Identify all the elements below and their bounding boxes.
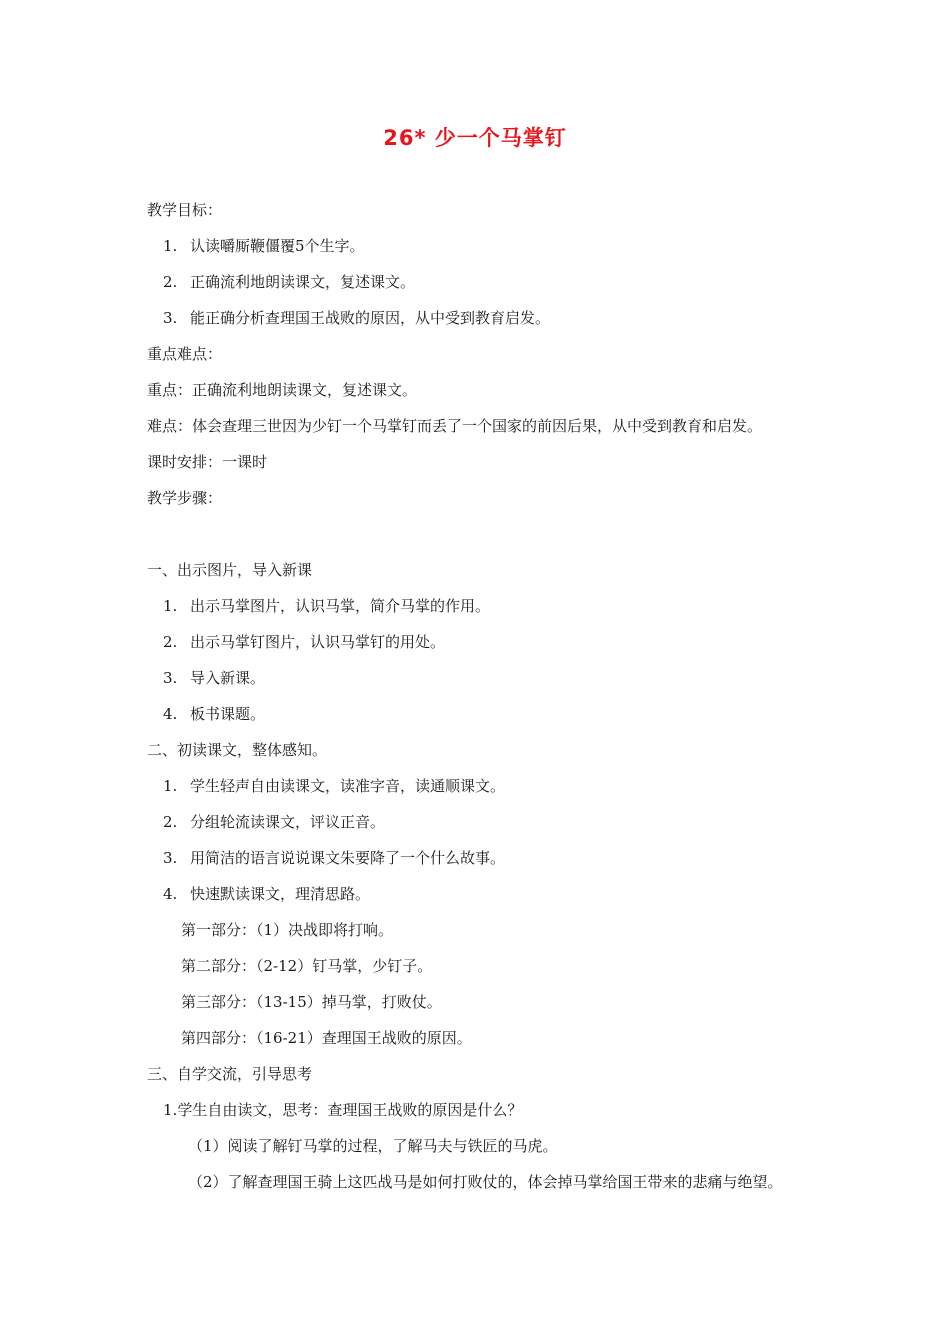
list-number: 1.	[163, 777, 178, 795]
blank-line	[0, 520, 950, 556]
list-text: 出示马掌图片，认识马掌，简介马掌的作用。	[190, 597, 491, 615]
objectives-heading: 教学目标：	[147, 201, 223, 219]
story-part: 第二部分：（2-12）钉马掌，少钉子。	[181, 957, 433, 975]
steps-heading: 教学步骤：	[147, 489, 223, 507]
list-text: 正确流利地朗读课文，复述课文。	[190, 273, 416, 291]
list-number: 2.	[163, 813, 178, 831]
list-text: 学生自由读文，思考：查理国王战败的原因是什么？	[177, 1101, 523, 1119]
list-item	[0, 628, 950, 664]
list-number: 3.	[163, 669, 178, 687]
key-point: 重点：正确流利地朗读课文，复述课文。	[147, 381, 418, 399]
difficulty-point: 难点：体会查理三世因为少钉一个马掌钉而丢了一个国家的前因后果，从中受到教育和启发。	[147, 417, 763, 435]
list-number: 1.	[163, 237, 178, 255]
list-text: 能正确分析查理国王战败的原因，从中受到教育启发。	[190, 309, 551, 327]
section-heading: 二、初读课文，整体感知。	[147, 741, 328, 759]
list-number: 2.	[163, 273, 178, 291]
schedule-line: 课时安排：一课时	[147, 453, 268, 471]
list-item	[0, 664, 950, 700]
list-text: 板书课题。	[190, 705, 266, 723]
list-number: 1.	[163, 597, 178, 615]
list-text: 出示马掌钉图片，认识马掌钉的用处。	[190, 633, 446, 651]
story-part: 第一部分：（1）决战即将打响。	[181, 921, 394, 939]
list-item	[0, 772, 950, 808]
list-number: 4.	[163, 885, 178, 903]
answer-item: （1）阅读了解钉马掌的过程，了解马夫与铁匠的马虎。	[188, 1137, 558, 1155]
list-text: 认读嚼厮鞭僵覆5个生字。	[190, 237, 365, 255]
objective-item	[0, 304, 950, 340]
list-number: 2.	[163, 633, 178, 651]
list-text: 学生轻声自由读课文，读准字音，读通顺课文。	[190, 777, 506, 795]
story-part: 第三部分：（13-15）掉马掌，打败仗。	[181, 993, 442, 1011]
section-heading: 一、出示图片，导入新课	[147, 561, 313, 579]
key-points-heading: 重点难点：	[147, 345, 223, 363]
list-item	[0, 844, 950, 880]
list-text: 快速默读课文，理清思路。	[190, 885, 371, 903]
list-text: 用简洁的语言说说课文朱要降了一个什么故事。	[190, 849, 506, 867]
list-item	[0, 808, 950, 844]
list-item	[0, 880, 950, 916]
list-text: 导入新课。	[190, 669, 266, 687]
list-item	[0, 700, 950, 736]
objective-item	[0, 232, 950, 268]
document-body	[0, 196, 950, 1204]
list-item	[0, 592, 950, 628]
answer-item: （2）了解查理国王骑上这匹战马是如何打败仗的，体会掉马掌给国王带来的悲痛与绝望。	[188, 1173, 783, 1191]
objective-item	[0, 268, 950, 304]
story-part: 第四部分：（16-21）查理国王战败的原因。	[181, 1029, 472, 1047]
document-title: 26* 少一个马掌钉	[383, 126, 567, 150]
list-number: 3.	[163, 849, 178, 867]
list-text: 分组轮流读课文，评议正音。	[190, 813, 386, 831]
list-number: 3.	[163, 309, 178, 327]
list-item	[0, 1096, 950, 1132]
list-number: 1.	[163, 1101, 178, 1119]
section-heading: 三、自学交流，引导思考	[147, 1065, 313, 1083]
list-number: 4.	[163, 705, 178, 723]
